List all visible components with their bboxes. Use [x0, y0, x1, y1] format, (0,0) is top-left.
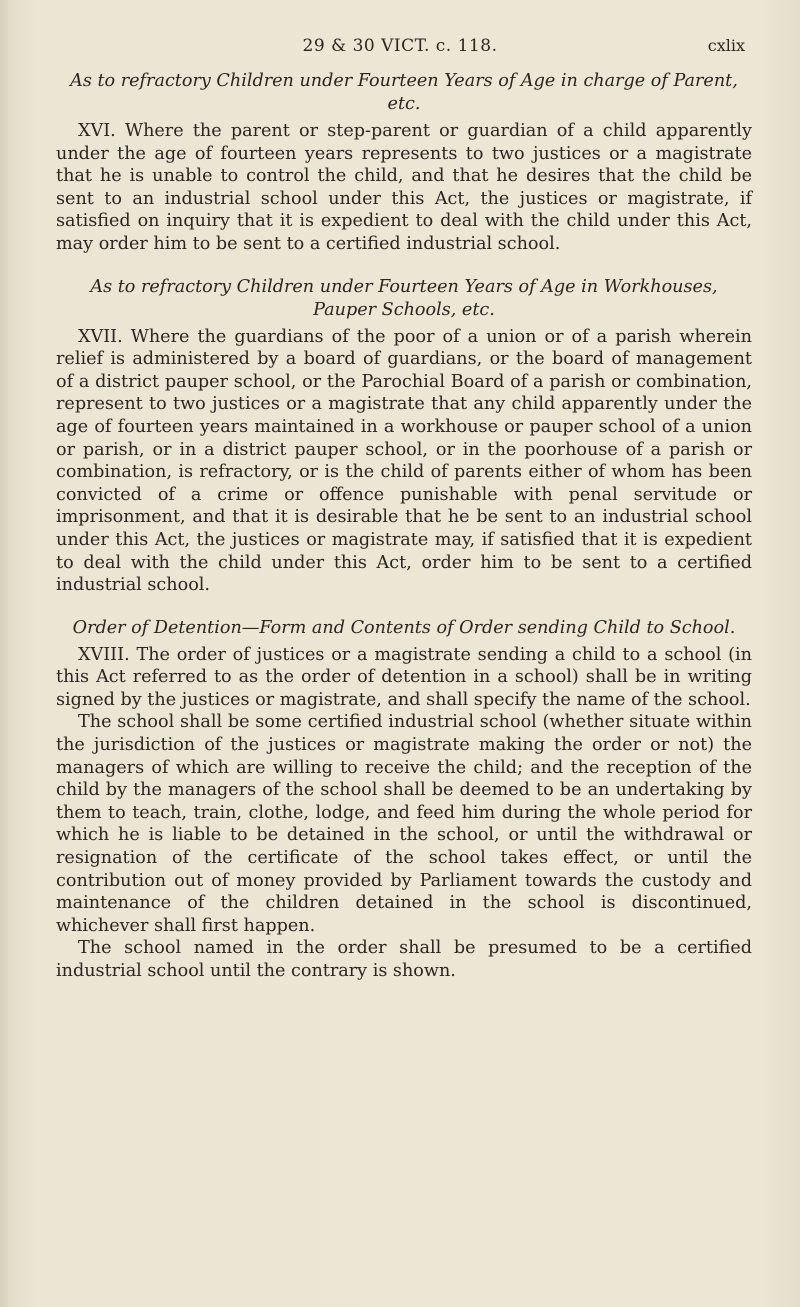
page-body — [56, 70, 752, 983]
page-number: cxlix — [707, 36, 745, 55]
page-header — [0, 36, 800, 60]
section-paragraph: XVI. Where the parent or step-parent or guardian of a child apparently under the age of fourteen years represents to two justices or a magistrate that he is unable to control the child, and that he desires that the child be sent to an industrial school under this Act, the justices or magistrate, if satisfied on inquiry that it is expedient to deal with the child under this Act, may order him to be sent to a certified industrial school. — [56, 121, 752, 254]
section-paragraph: XVII. Where the guardians of the poor of a union or of a parish wherein relief is administered by a board of guardians, or the board of management of a district pauper school, or the Parochial Board of a parish or combination, represent to two justices or a magistrate that any child apparently under the age of fourteen years maintained in a workhouse or pauper school of a union or parish, or in a district pauper school, or in the poorhouse of a parish or combination, is refractory, or is the child of parents either of whom has been convicted of a crime or offence punishable with penal servitude or imprisonment, and that it is desirable that he be sent to an industrial school under this Act, the justices or magistrate may, if satisfied that it is expedient to deal with the child under this Act, order him to be sent to a certified industrial school. — [56, 326, 752, 596]
section-heading: As to refractory Children under Fourteen Years of Age in charge of Parent, etc. — [70, 71, 738, 114]
section-paragraph: XVIII. The order of justices or a magistrate sending a child to a school (in this Act referred to as the order of detention in a school) shall be in writing signed by the justices or magistrate, and shall specify the name of the school. — [56, 644, 752, 710]
section-heading: As to refractory Children under Fourteen Years of Age in Workhouses, Pauper Schools, etc. — [90, 276, 718, 320]
section-paragraph: The school named in the order shall be presumed to be a certified industrial school until the contrary is shown. — [56, 938, 752, 981]
section-paragraph: The school shall be some certified industrial school (whether situate within the jurisdiction of the justices or magistrate making the order or not) the managers of which are willing to receive the child; and the reception of the child by the managers of the school shall be deemed to be an undertaking by them to teach, train, clothe, lodge, and feed him during the whole period for which he is liable to be detained in the school, or until the withdrawal or resignation of the certificate of the school takes effect, or until the contribution out of money provided by Parliament towards the custody and maintenance of the children detained in the school is discontinued, whichever shall first happen. — [56, 712, 752, 936]
running-head: 29 & 30 VICT. c. 118. — [302, 36, 498, 56]
section-heading: Order of Detention—Form and Contents of Order sending Child to School. — [72, 617, 736, 638]
